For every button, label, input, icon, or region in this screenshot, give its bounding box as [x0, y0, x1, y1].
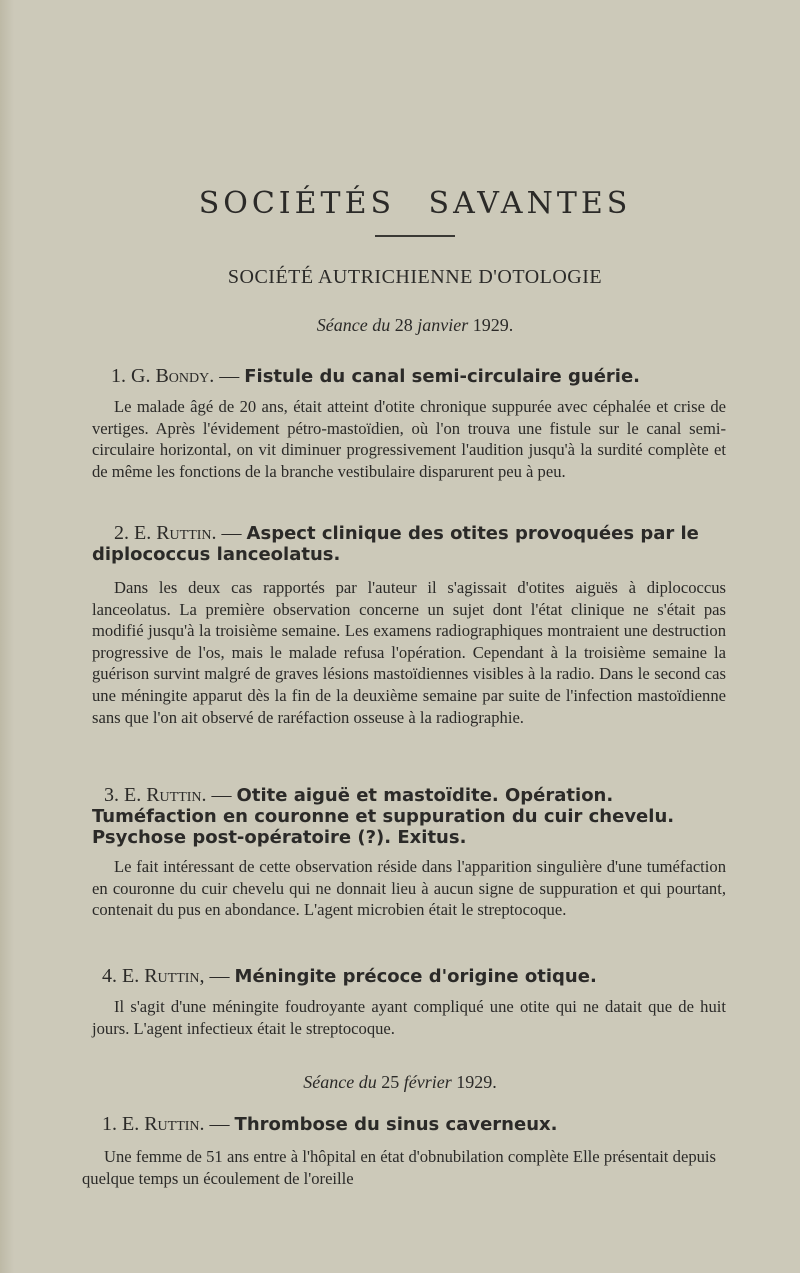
session-month: janvier	[417, 315, 469, 335]
entry-body-3	[92, 856, 726, 921]
entry-subject: Thrombose du sinus caverneux.	[234, 1114, 558, 1135]
entry-dash: —	[221, 522, 242, 544]
society-name: SOCIÉTÉ AUTRICHIENNE D'OTOLOGIE	[227, 266, 603, 288]
entry-number: 1.	[102, 1113, 117, 1135]
entry-number: 1.	[111, 365, 126, 387]
entry-author: G. Bondy.	[131, 365, 215, 387]
entry-body-5	[82, 1146, 716, 1189]
session-year: 1929.	[456, 1072, 497, 1092]
entry-number: 2.	[114, 522, 129, 544]
session-day: 25	[381, 1072, 400, 1092]
entry-paragraph: Le fait intéressant de cette observation réside dans l'apparition singulière d'une tuméfaction en couronne du cuir chevelu qui ne donnait lieu à aucun signe de suppuration et qui pourtant, contenait du pus en abondance. L'agent microbien était le streptocoque.	[92, 857, 726, 920]
entry-paragraph: Il s'agit d'une méningite foudroyante ayant compliqué une otite qui ne datait que de huit jours. L'agent infectieux était le streptocoque.	[92, 997, 726, 1038]
entry-paragraph: Le malade âgé de 20 ans, était atteint d'otite chronique suppurée avec céphalée et crise de vertiges. Après l'évidement pétro-mastoïdien, où l'on trouva une fistule sur le canal semi-circulaire horizontal, on vit diminuer progressivement l'audition jusqu'à la surdité complète et de même les fonctions de la branche vestibulaire disparurent peu à peu.	[92, 397, 726, 481]
entry-body-1	[92, 396, 726, 482]
session-year: 1929.	[472, 315, 514, 335]
entry-subject: Otite aiguë et mastoïdite. Opération. Tuméfaction en couronne et suppuration du cuir chevelu. Psychose post-opératoire (?). Exitus.	[92, 785, 675, 848]
entry-subject: Aspect clinique des otites provoquées par le diplococcus lanceolatus.	[92, 523, 699, 565]
entry-subject: Méningite précoce d'origine otique.	[234, 966, 597, 987]
entry-dash: —	[209, 1113, 230, 1135]
session-month: février	[403, 1072, 452, 1092]
entry-dash: —	[219, 365, 240, 387]
session-prefix: Séance du	[316, 315, 391, 335]
session-heading-1	[0, 315, 800, 336]
session-day: 28	[394, 315, 413, 335]
entry-number: 4.	[102, 965, 117, 987]
entry-title-2	[92, 523, 732, 565]
entry-subject: Fistule du canal semi-circulaire guérie.	[244, 366, 641, 387]
session-prefix: Séance du	[303, 1072, 377, 1092]
entry-title-3	[92, 785, 732, 848]
entry-title-1	[111, 366, 751, 387]
entry-number: 3.	[104, 784, 119, 806]
entry-title-5	[102, 1114, 742, 1135]
entry-paragraph: Une femme de 51 ans entre à l'hôpital en état d'obnubilation complète Elle présentait depuis quelque temps un écoulement de l'oreille	[82, 1147, 716, 1188]
session-heading-2	[0, 1072, 800, 1093]
entry-body-2	[92, 577, 726, 728]
title-rule	[375, 235, 455, 237]
entry-title-4	[92, 966, 732, 987]
entry-author: E. Ruttin.	[124, 784, 207, 806]
entry-paragraph: Dans les deux cas rapportés par l'auteur il s'agissait d'otites aiguës à diplococcus lanceolatus. La première observation concerne un sujet dont l'état clinique ne s'était pas modifié jusqu'à la troisième semaine. Les examens radiographiques montraient une destruction progressive de l'os, mais le malade refusa l'opération. Cependant à la troisième semaine la guérison survint malgré de graves lésions mastoïdiennes visibles à la radio. Dans le second cas une méningite apparut dès la fin de la deuxième semaine par suite de l'infection mastoïdienne sans que l'on ait observé de raréfaction osseuse à la radiographie.	[92, 578, 726, 727]
entry-body-4	[92, 996, 726, 1039]
entry-author: E. Ruttin.	[134, 522, 217, 544]
entry-author: E. Ruttin.	[122, 1113, 205, 1135]
entry-dash: —	[211, 784, 232, 806]
entry-dash: —	[209, 965, 230, 987]
section-title: SOCIÉTÉS SAVANTES	[198, 186, 632, 221]
entry-author: E. Ruttin,	[122, 965, 205, 987]
